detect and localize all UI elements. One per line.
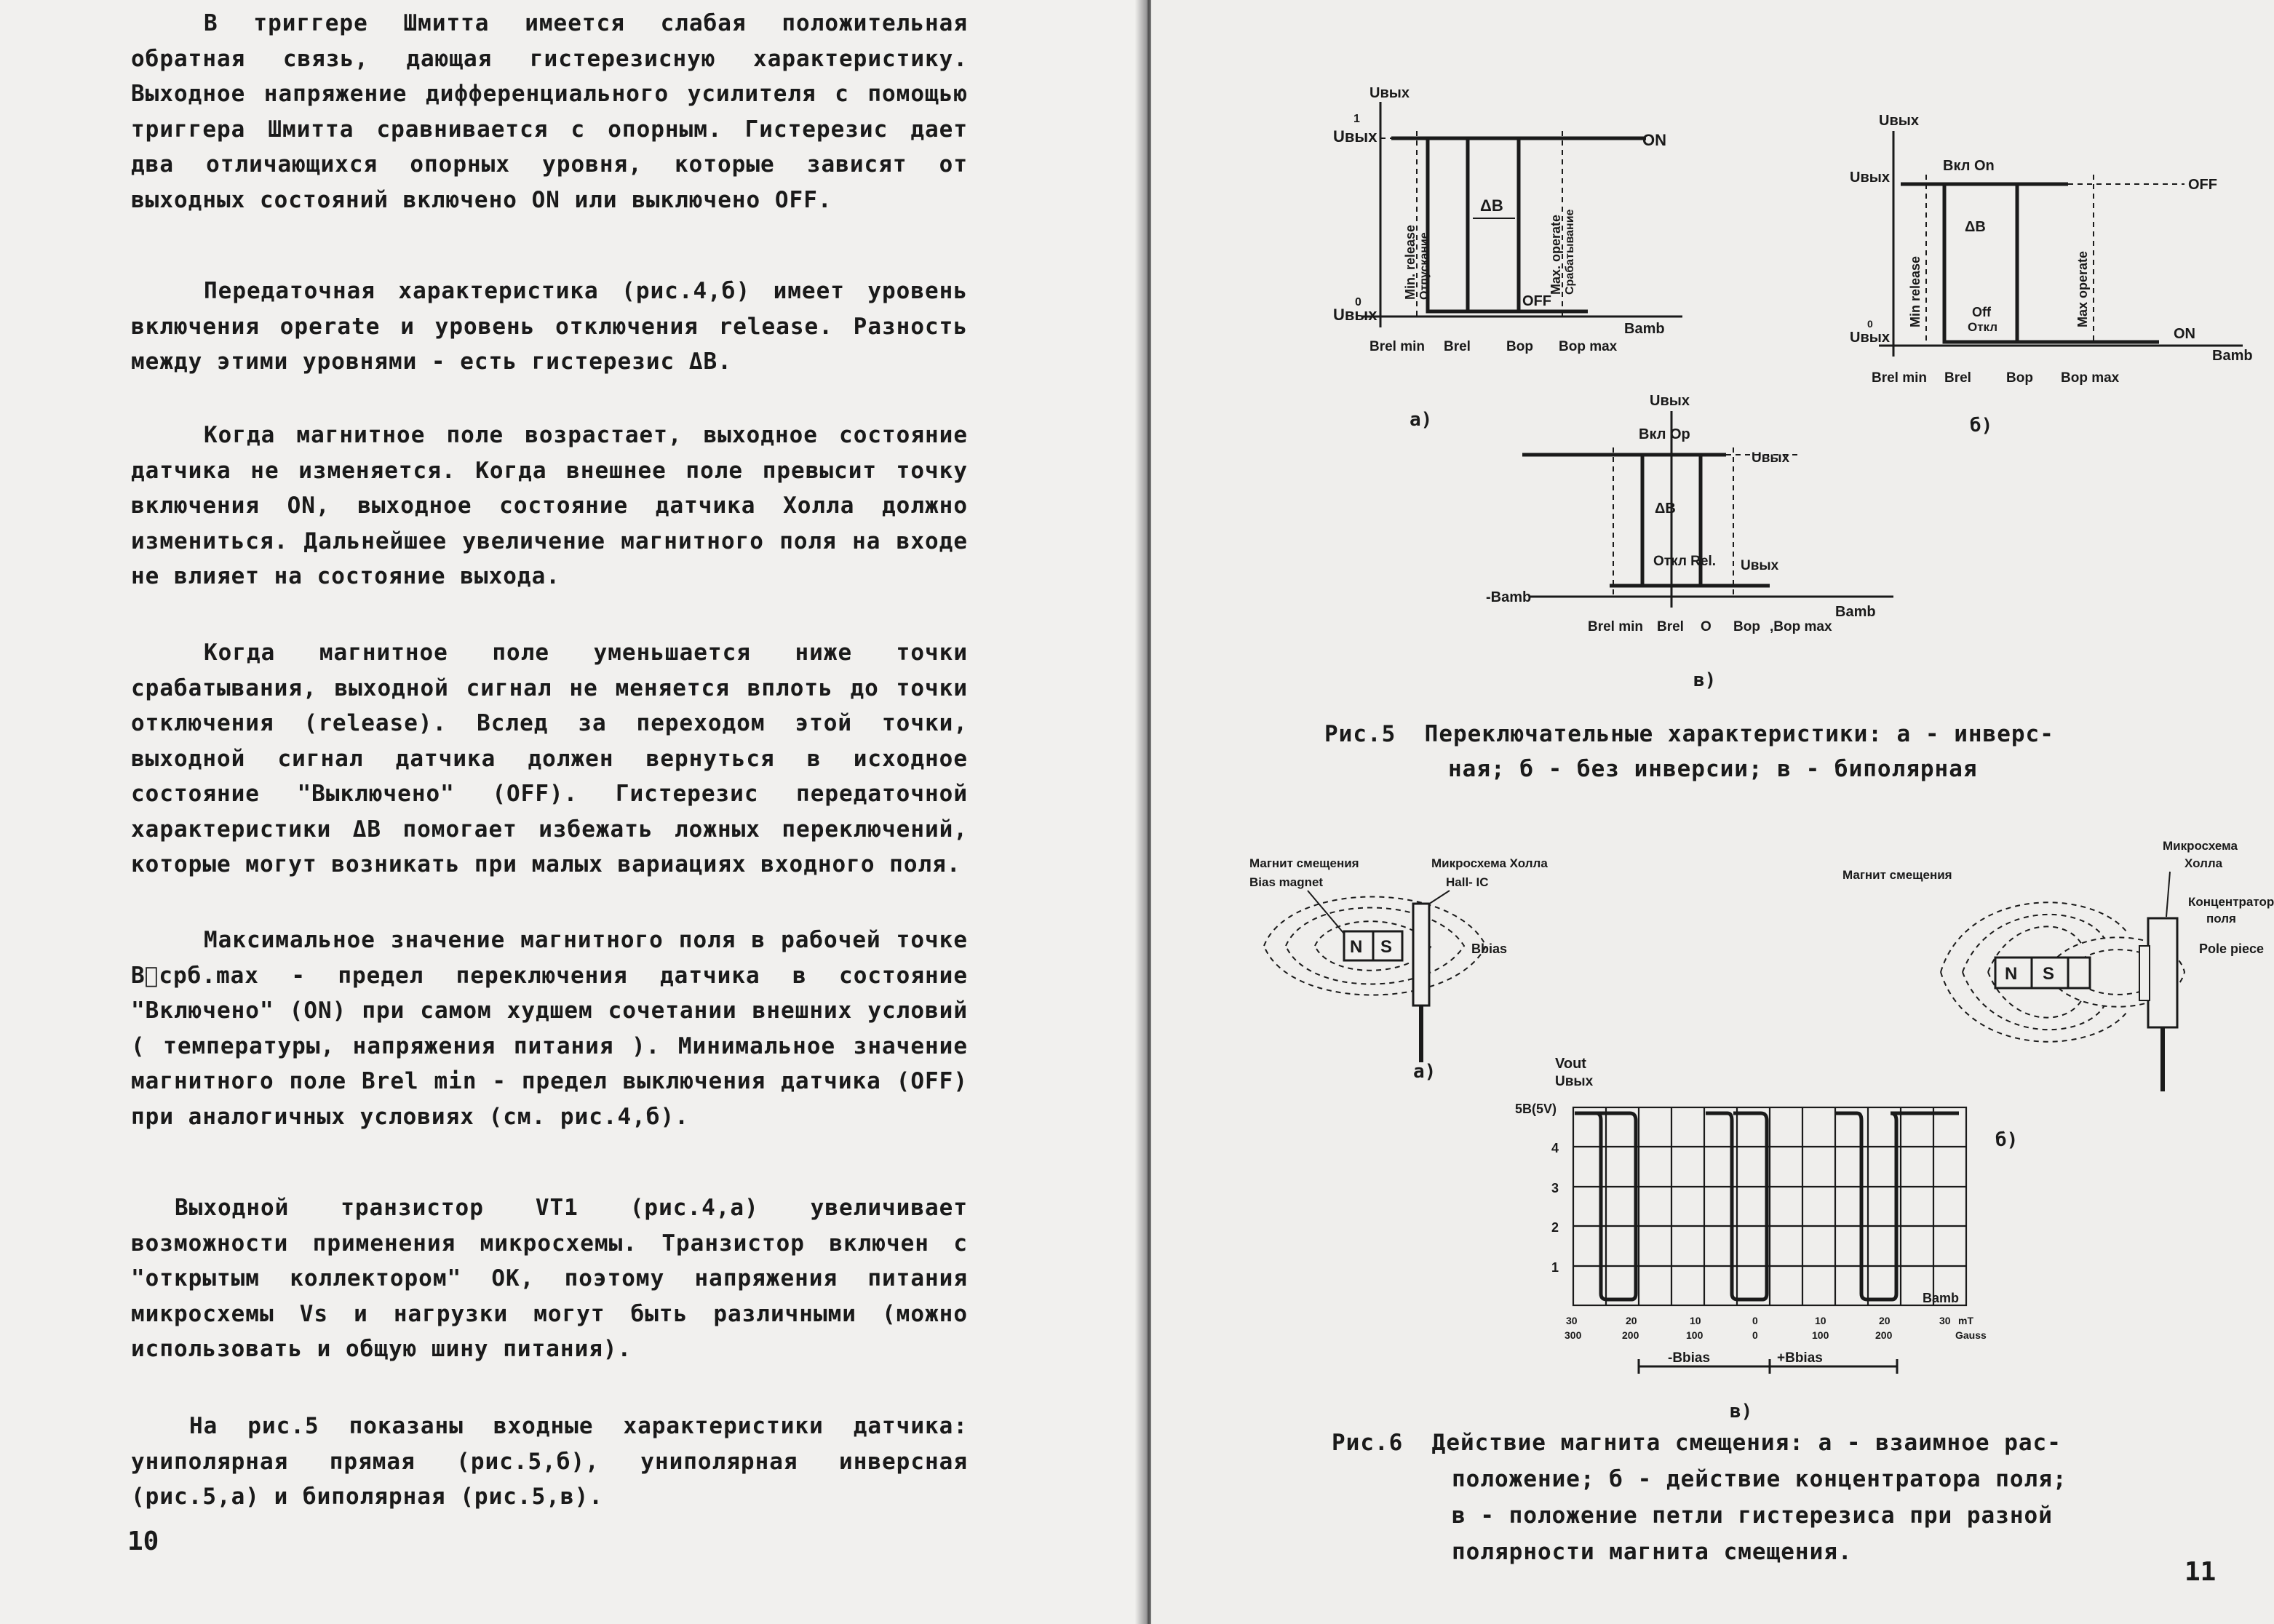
- svg-text:Bias magnet: Bias magnet: [1249, 875, 1324, 889]
- paragraph-7: На рис.5 показаны входные характеристики датчика: униполярная прямая (рис.5,б), униполярная инверсная (рис.5,а) и биполярная (рис.5,в).: [131, 1413, 968, 1510]
- fig5a-delta-b: ΔB: [1480, 196, 1503, 215]
- fig5b-max-operate: Max operate: [2075, 250, 2090, 327]
- svg-text:100: 100: [1686, 1329, 1703, 1341]
- svg-text:Gauss: Gauss: [1955, 1329, 1987, 1341]
- fig5c-bipolar-characteristic: [1486, 389, 1937, 651]
- svg-text:mT: mT: [1958, 1315, 1973, 1326]
- svg-text:4: 4: [1551, 1141, 1559, 1155]
- fig5b-on-label: Вкл On: [1943, 158, 1995, 174]
- fig6-caption: Рис.6 Действие магнита смещения: а - взаимное рас- положение; б - действие концентратора поля; в - положение петли гистерезиса при разной полярности магнита смещения.: [1332, 1430, 2067, 1565]
- svg-text:Холла: Холла: [2184, 856, 2223, 870]
- svg-text:Brel: Brel: [1444, 339, 1471, 354]
- svg-text:300: 300: [1565, 1329, 1582, 1341]
- fig5b-u0: Uвых: [1850, 330, 1890, 346]
- fig5a-x-axis-label: Bamb: [1624, 321, 1665, 337]
- svg-text:Hall- IC: Hall- IC: [1446, 875, 1489, 889]
- svg-text:100: 100: [1812, 1329, 1829, 1341]
- fig6b-label: б): [1995, 1129, 2019, 1151]
- fig5-caption: Рис.5 Переключательные характеристики: а - инверс- ная; б - без инверсии; в - биполярная: [1324, 721, 2054, 782]
- fig5b-on-right: ON: [2174, 326, 2195, 342]
- fig5a-min-release: Min. release: [1403, 224, 1418, 300]
- svg-text:0: 0: [1867, 318, 1873, 330]
- svg-text:Brel min: Brel min: [1588, 619, 1644, 634]
- page-number-left: 10: [127, 1527, 159, 1556]
- svg-text:Uвых: Uвых: [1555, 1074, 1594, 1089]
- svg-text:20: 20: [1879, 1315, 1891, 1326]
- svg-text:Bop max: Bop max: [1559, 339, 1618, 354]
- svg-text:10: 10: [1815, 1315, 1826, 1326]
- fig5b-x-axis-label: Bamb: [2212, 348, 2253, 364]
- svg-text:Brel min: Brel min: [1369, 339, 1426, 354]
- svg-text:Микросхема: Микросхема: [2163, 839, 2238, 853]
- svg-text:1: 1: [1551, 1260, 1559, 1275]
- svg-text:30: 30: [1566, 1315, 1578, 1326]
- svg-text:0: 0: [1752, 1315, 1758, 1326]
- fig5b-off-label: OFF: [2188, 177, 2217, 193]
- fig5c-x-axis-label: Bamb: [1835, 604, 1876, 620]
- svg-text:Микросхема Холла: Микросхема Холла: [1431, 856, 1548, 870]
- fig5b-delta-b: ΔB: [1965, 219, 1986, 235]
- fig5a-u0-label: Uвых: [1333, 306, 1377, 324]
- fig5b-min-release: Min release: [1908, 255, 1923, 327]
- svg-text:Концентратор: Концентратор: [2188, 895, 2274, 909]
- fig5a-off-label: OFF: [1522, 293, 1551, 309]
- svg-text:Bop: Bop: [2006, 370, 2033, 386]
- fig5a-on-label: ON: [1642, 131, 1666, 149]
- svg-text:20: 20: [1626, 1315, 1637, 1326]
- fig5a-label: а): [1410, 409, 1433, 431]
- svg-text:2: 2: [1551, 1220, 1559, 1235]
- fig5c-rel-label: Откл Rel.: [1653, 554, 1717, 569]
- svg-text:Brel min: Brel min: [1872, 370, 1928, 386]
- svg-text:0: 0: [1355, 296, 1361, 309]
- svg-text:Uвых: Uвых: [1752, 450, 1790, 466]
- fig6b-magnet-s: S: [2043, 964, 2055, 984]
- page-number-right: 11: [2184, 1557, 2217, 1587]
- fig5a-max-operate: Max. operate: [1549, 214, 1563, 295]
- svg-text:5B(5V): 5B(5V): [1515, 1102, 1557, 1116]
- svg-text:Brel: Brel: [1657, 619, 1684, 634]
- paragraph-2: Передаточная характеристика (рис.4,б) имеет уровень включения operate и уровень отключения release. Разность между этими уровнями - есть гистерезис ΔB.: [131, 278, 968, 375]
- svg-text:Brel: Brel: [1944, 370, 1971, 386]
- paragraph-3: Когда магнитное поле возрастает, выходное состояние датчика не изменяется. Когда внешнее поле превысит точку включения ON, выходное состояние датчика Холла должно измениться. Дальнейшее увеличение магнитного поля на входе не влияет на состояние выхода.: [131, 422, 968, 589]
- fig6a-bbias: Bbias: [1471, 942, 1508, 956]
- fig6b-magnet-n: N: [2005, 964, 2018, 984]
- fig5c-op-label: Вкл Op: [1639, 426, 1690, 442]
- paragraph-1: В триггере Шмитта имеется слабая положительная обратная связь, дающая гистерезисную характеристику. Выходное напряжение дифференциального усилителя с помощью триггера Шмитта сравнивается с опорным. Гистерезис дает два отличающихся опорных уровня, которые зависят от выходных состояний включено ON или выключено OFF.: [131, 10, 968, 213]
- fig5b-noninverting-characteristic: [1850, 109, 2257, 400]
- fig5c-neg-axis: -Bamb: [1486, 589, 1532, 605]
- svg-text:Срабатывание: Срабатывание: [1564, 209, 1576, 295]
- svg-text:Магнит смещения: Магнит смещения: [1842, 868, 1952, 882]
- fig6c-hysteresis-bias-chart: [1515, 1055, 1987, 1397]
- fig5b-label: б): [1970, 415, 1993, 437]
- fig5c-label: в): [1693, 669, 1717, 691]
- svg-text:Off: Off: [1972, 305, 1991, 319]
- svg-text:Магнит смещения: Магнит смещения: [1249, 856, 1359, 870]
- svg-text:Bop max: Bop max: [2061, 370, 2120, 386]
- svg-text:Bop: Bop: [1733, 619, 1760, 634]
- svg-text:Bop: Bop: [1506, 339, 1533, 354]
- fig5a-u1-label: Uвых: [1333, 127, 1377, 146]
- fig6c-y-axis-label: Vout: [1555, 1056, 1586, 1072]
- svg-text:10: 10: [1690, 1315, 1701, 1326]
- svg-text:200: 200: [1875, 1329, 1893, 1341]
- svg-text:30: 30: [1939, 1315, 1951, 1326]
- svg-text:200: 200: [1622, 1329, 1639, 1341]
- svg-text:O: O: [1701, 619, 1712, 634]
- svg-text:1: 1: [1353, 113, 1360, 125]
- svg-text:0: 0: [1752, 1329, 1758, 1341]
- svg-text:поля: поля: [2206, 912, 2236, 926]
- fig6c-pos-bias: +Bbias: [1777, 1350, 1823, 1366]
- paragraph-6: Выходной транзистор VT1 (рис.4,а) увеличивает возможности применения микросхемы. Транзистор включен с "открытым коллектором" ОК, поэтому напряжения питания микросхемы Vs и нагрузки могут быть различными (можно использовать и общую шину питания).: [131, 1195, 968, 1362]
- fig6a-magnet-s: S: [1380, 937, 1393, 957]
- fig5a-inverting-characteristic: [1275, 73, 1726, 364]
- fig6c-neg-bias: -Bbias: [1668, 1350, 1711, 1366]
- svg-text:Uвых: Uвых: [1741, 558, 1779, 573]
- fig6c-label: в): [1730, 1401, 1753, 1422]
- svg-text:3: 3: [1551, 1181, 1559, 1195]
- fig5b-y-axis-label: Uвых: [1879, 113, 1919, 129]
- fig5b-u-top: Uвых: [1850, 170, 1890, 186]
- svg-text:Pole piece: Pole piece: [2199, 942, 2265, 956]
- fig5c-y-axis-label: Uвых: [1650, 393, 1690, 409]
- paragraph-5: Максимальное значение магнитного поля в рабочей точке B⃗срб.max - предел переключения датчика в состояние "Включено" (ON) при самом худшем сочетании внешних условий ( температуры, напряжения питания ). Минимальное значение магнитного поле Brel min - предел выключения датчика (OFF) при аналогичных условиях (см. рис.4,б).: [131, 927, 968, 1130]
- fig6a-bias-magnet-layout: [1249, 844, 1562, 1077]
- paragraph-4: Когда магнитное поле уменьшается ниже точки срабатывания, выходной сигнал не меняется вплоть до точки отключения (release). Вслед за переходом этой точки, выходной сигнал датчика должен вернуться в исходное состояние "Выключено" (OFF). Гистерезис передаточной характеристики ΔB помогает избежать ложных переключений, которые могут возникать при малых вариациях входного поля.: [131, 640, 968, 877]
- svg-text:,Bop max: ,Bop max: [1770, 619, 1832, 634]
- fig6a-label: а): [1413, 1061, 1436, 1083]
- right-page: [1151, 0, 2274, 1624]
- fig5c-delta-b: ΔB: [1655, 501, 1676, 517]
- fig6c-x-axis-label: Bamb: [1923, 1291, 1960, 1305]
- svg-text:Откл: Откл: [1968, 320, 1998, 334]
- svg-text:Отпускание: Отпускание: [1418, 232, 1431, 300]
- fig6a-magnet-n: N: [1350, 937, 1363, 957]
- fig5a-y-axis-label: Uвых: [1369, 85, 1410, 101]
